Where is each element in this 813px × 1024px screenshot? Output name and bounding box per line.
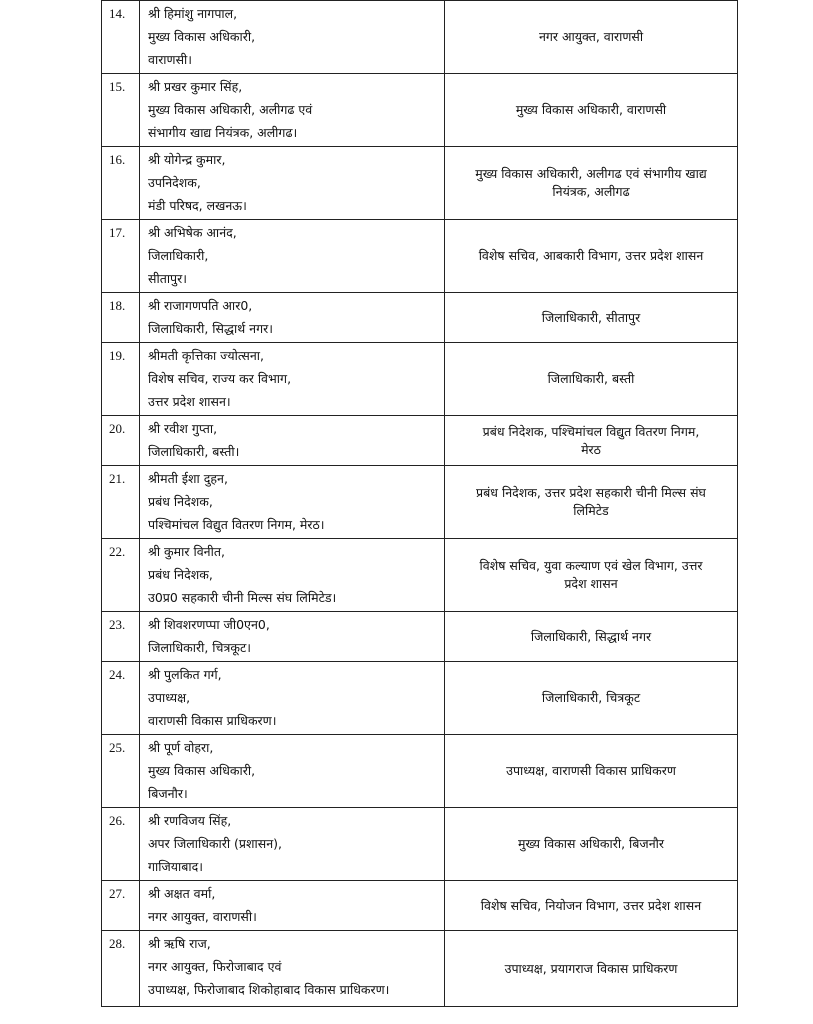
officer-line: श्री अक्षत वर्मा, [148,886,216,901]
table-row [102,293,738,343]
serial-number: 16. [102,147,140,220]
officer-line: मुख्य विकास अधिकारी, [148,763,256,778]
posting-line: मुख्य विकास अधिकारी, बिजनौर [517,836,664,851]
serial-number: 24. [102,662,140,735]
officer-line: श्रीमती ईशा दुहन, [148,471,228,486]
officer-cell [140,343,445,416]
officer-line: बिजनौर। [148,786,188,801]
officer-line: श्री शिवशरणप्पा जी0एन0, [148,617,270,632]
officer-cell [140,416,445,466]
officer-line: श्री प्रखर कुमार सिंह, [148,79,243,94]
posting-line: उपाध्यक्ष, प्रयागराज विकास प्राधिकरण [504,960,678,976]
new-posting-cell [445,416,738,466]
serial-number: 19. [102,343,140,416]
officer-line: गाजियाबाद। [148,859,204,874]
officer-line: नगर आयुक्त, वाराणसी। [148,909,257,924]
new-posting-cell [445,735,738,808]
officer-line: मुख्य विकास अधिकारी, अलीगढ एवं [148,102,313,117]
transfer-list-page [101,0,738,997]
officer-line: श्री रवीश गुप्ता, [148,421,218,436]
table-row [102,808,738,881]
serial-number: 22. [102,539,140,612]
table-row [102,343,738,416]
officer-line: प्रबंध निदेशक, [148,494,213,509]
table-row [102,147,738,220]
posting-line: नियंत्रक, अलीगढ [552,184,630,199]
serial-number: 21. [102,466,140,539]
officer-line: सीतापुर। [148,271,188,286]
officer-cell [140,539,445,612]
officer-cell [140,466,445,539]
transfer-table [101,0,738,1007]
officer-line: श्री हिमांशु नागपाल, [148,6,238,21]
table-row [102,466,738,539]
posting-line: उपाध्यक्ष, वाराणसी विकास प्राधिकरण [506,763,676,778]
new-posting-cell [445,1,738,74]
officer-line: मंडी परिषद, लखनऊ। [148,198,247,213]
new-posting-cell [445,881,738,931]
officer-line: संभागीय खाद्य नियंत्रक, अलीगढ। [148,125,298,140]
officer-line: उपाध्यक्ष, फिरोजाबाद शिकोहाबाद विकास प्राधिकरण। [148,982,390,997]
officer-cell [140,735,445,808]
serial-number: 17. [102,220,140,293]
officer-line: श्री रणविजय सिंह, [148,813,232,828]
officer-line: जिलाधिकारी, चित्रकूट। [148,640,251,655]
officer-line: श्रीमती कृत्तिका ज्योत्सना, [148,348,264,363]
table-row [102,1,738,74]
serial-number: 28. [102,931,140,1007]
new-posting-cell [445,343,738,416]
serial-number: 15. [102,74,140,147]
posting-line: प्रबंध निदेशक, पश्चिमांचल विद्युत वितरण निगम, [482,423,700,439]
officer-line: श्री राजागणपति आर0, [148,298,253,313]
officer-cell [140,220,445,293]
serial-number: 27. [102,881,140,931]
officer-line: जिलाधिकारी, बस्ती। [148,444,240,459]
serial-number: 26. [102,808,140,881]
officer-cell [140,881,445,931]
officer-cell [140,808,445,881]
serial-number: 14. [102,1,140,74]
new-posting-cell [445,662,738,735]
officer-line: मुख्य विकास अधिकारी, [148,29,256,44]
officer-cell [140,74,445,147]
transfer-table-body [102,1,738,1007]
table-row [102,220,738,293]
officer-line: विशेष सचिव, राज्य कर विभाग, [148,371,292,386]
officer-cell [140,1,445,74]
officer-line: उत्तर प्रदेश शासन। [148,394,231,409]
serial-number: 25. [102,735,140,808]
posting-line: मेरठ [581,441,601,457]
posting-line: मुख्य विकास अधिकारी, वाराणसी [515,102,667,117]
posting-line: मुख्य विकास अधिकारी, अलीगढ एवं संभागीय खाद्य [475,166,707,181]
serial-number: 18. [102,293,140,343]
table-row [102,539,738,612]
officer-cell [140,612,445,662]
serial-number: 23. [102,612,140,662]
officer-line: श्री अभिषेक आनंद, [148,225,237,240]
officer-line: प्रबंध निदेशक, [148,567,213,582]
officer-line: उपनिदेशक, [148,175,201,190]
posting-line: प्रदेश शासन [564,576,618,591]
officer-line: जिलाधिकारी, सिद्धार्थ नगर। [148,321,273,336]
officer-line: पश्चिमांचल विद्युत वितरण निगम, मेरठ। [148,517,325,532]
new-posting-cell [445,612,738,662]
new-posting-cell [445,74,738,147]
posting-line: लिमिटेड [573,503,609,518]
posting-line: जिलाधिकारी, सीतापुर [541,309,641,325]
serial-number: 20. [102,416,140,466]
new-posting-cell [445,539,738,612]
table-row [102,74,738,147]
table-row [102,735,738,808]
posting-line: विशेष सचिव, आबकारी विभाग, उत्तर प्रदेश शासन [478,248,704,263]
new-posting-cell [445,147,738,220]
officer-cell [140,662,445,735]
table-row [102,662,738,735]
new-posting-cell [445,808,738,881]
officer-cell [140,293,445,343]
new-posting-cell [445,931,738,1007]
officer-line: श्री कुमार विनीत, [148,544,225,559]
new-posting-cell [445,293,738,343]
officer-line: नगर आयुक्त, फिरोजाबाद एवं [148,959,282,974]
officer-line: श्री ऋषि राज, [148,936,211,951]
posting-line: विशेष सचिव, युवा कल्याण एवं खेल विभाग, उत्तर [479,558,703,573]
officer-line: श्री पूर्ण वोहरा, [148,740,214,755]
table-row [102,881,738,931]
posting-line: नगर आयुक्त, वाराणसी [538,29,644,44]
officer-line: जिलाधिकारी, [148,248,209,263]
new-posting-cell [445,466,738,539]
officer-cell [140,931,445,1007]
table-row [102,612,738,662]
posting-line: जिलाधिकारी, सिद्धार्थ नगर [530,628,652,644]
officer-line: वाराणसी विकास प्राधिकरण। [148,713,277,728]
officer-line: उ0प्र0 सहकारी चीनी मिल्स संघ लिमिटेड। [148,590,337,605]
officer-line: अपर जिलाधिकारी (प्रशासन), [148,836,283,851]
officer-line: उपाध्यक्ष, [148,690,191,705]
posting-line: जिलाधिकारी, चित्रकूट [541,690,641,705]
table-row [102,931,738,1007]
posting-line: जिलाधिकारी, बस्ती [547,371,635,386]
table-row [102,416,738,466]
posting-line: विशेष सचिव, नियोजन विभाग, उत्तर प्रदेश शासन [480,897,702,913]
new-posting-cell [445,220,738,293]
officer-line: वाराणसी। [148,52,193,67]
officer-line: श्री पुलकित गर्ग, [148,667,222,682]
officer-cell [140,147,445,220]
officer-line: श्री योगेन्द्र कुमार, [148,152,226,167]
posting-line: प्रबंध निदेशक, उत्तर प्रदेश सहकारी चीनी मिल्स संघ [476,485,706,500]
